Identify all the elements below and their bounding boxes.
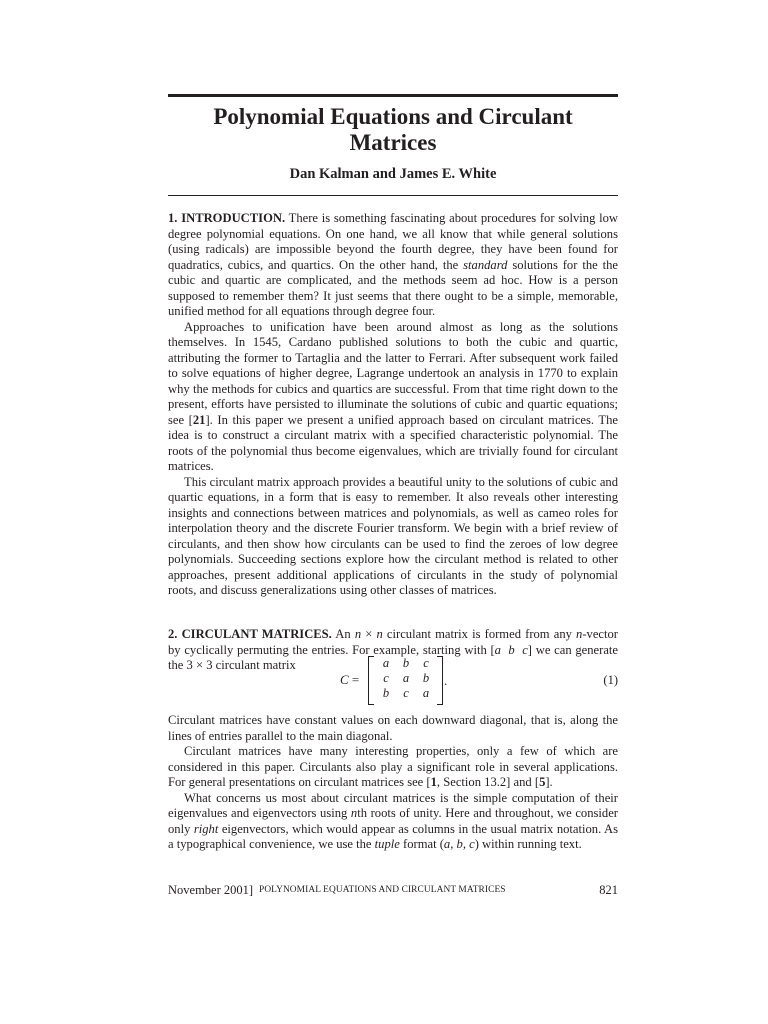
- right-bracket: [437, 656, 443, 705]
- citation: 21: [192, 412, 206, 427]
- left-bracket: [368, 656, 374, 705]
- running-head: POLYNOMIAL EQUATIONS AND CIRCULANT MATRICES: [259, 885, 506, 895]
- text-run: There is something fascinating about procedures for solving low degree polynomial equations. On one hand, we all know that while general solutions (using radicals) are impossible beyond the fourth degree, they have been found for quadratics, cubics, and quartics. On the other hand, the: [168, 211, 619, 272]
- math-var: n: [354, 627, 362, 641]
- intro-paragraph-3: This circulant matrix approach provides a beautiful unity to the solutions of cubic and quartic equations, in a form that is easy to remember. It also reveals other interesting insights and connections between matrices and polynomials, as well as cameo roles for interpolation theory and the discrete Fourier transform. We begin with a brief review of circulants, and then show how circulants can be used to find the zeroes of low degree polynomials. Succeeding sections explore how the circulant method is related to other approaches, present additional applications of circulants in the study of polynomial roots, and discuss generalizations using other classes of matrices.: [168, 474, 618, 597]
- text-run: ×: [361, 627, 377, 641]
- math-var: C: [340, 672, 349, 687]
- text-run: format (: [399, 837, 444, 851]
- text-run: ] we can generate the 3 × 3 circulant matrix: [168, 642, 618, 672]
- emphasis: right: [193, 821, 219, 836]
- section-circulant-body: [168, 713, 618, 853]
- matrix-entry: c: [403, 686, 409, 700]
- circulant-matrix: [376, 656, 436, 701]
- intro-paragraph-1: [168, 211, 618, 320]
- authors: Dan Kalman and James E. White: [289, 166, 497, 182]
- title-rule: [168, 195, 618, 196]
- equation-number: (1): [603, 673, 618, 687]
- text-run: Approaches to unification have been around almost as long as the solutions themselves. In 1545, Cardano published solutions to both the cubic and quartic, attributing the former to Tartaglia and the latter to Ferrari. After subsequent work failed to solve equations of higher degree, Lagrange undertook an analysis in 1770 to explain why the methods for cubics and quartics are successful. From that time right down to the present, efforts have persisted to illuminate the solutions of cubic and quartic equations; see [: [168, 319, 618, 427]
- text-run: ) within running text.: [474, 837, 582, 851]
- matrix-entry: a: [402, 671, 410, 685]
- text-run: An: [331, 627, 355, 641]
- circulant-paragraph-4: [168, 791, 618, 853]
- math-var: n: [350, 806, 358, 820]
- matrix-entry: a: [422, 686, 430, 700]
- matrix-entry: c: [383, 671, 389, 685]
- matrix-entry: b: [382, 686, 390, 700]
- equals-sign: =: [348, 672, 360, 687]
- emphasis: tuple: [374, 837, 400, 851]
- emphasis: standard: [463, 257, 508, 272]
- text-run: What concerns us most about circulant matrices is the simple computation of their eigenvalues and eigenvectors using: [168, 790, 618, 820]
- citation: 1: [430, 775, 437, 789]
- page-number: 821: [599, 883, 618, 897]
- intro-paragraph-2: [168, 320, 618, 475]
- circulant-paragraph-2: Circulant matrices have constant values on each downward diagonal, that is, along the lines of entries parallel to the main diagonal.: [168, 713, 618, 743]
- section-heading: 2. CIRCULANT MATRICES.: [168, 627, 332, 641]
- section-introduction: [168, 211, 618, 599]
- math-var: n: [376, 627, 383, 641]
- text-run: th roots of unity. Here and throughout, we consider only: [168, 806, 618, 836]
- matrix-entry: c: [423, 656, 429, 670]
- equation-lhs: [340, 672, 359, 688]
- text-run: circulant matrix is formed from any: [382, 627, 577, 641]
- citation: 5: [539, 775, 546, 789]
- text-run: ].: [545, 775, 553, 789]
- top-rule: [168, 94, 618, 97]
- equation-period: .: [444, 673, 448, 688]
- math-vector: a b c: [494, 642, 528, 657]
- text-run: solutions for the the cubic and quartic are complicated, and the methods seem ad hoc. How is a person supposed to remember them? It just seems that there ought to be a simple, memorable, unified method for all equations through degree four.: [168, 257, 618, 318]
- paper-title: Polynomial Equations and Circulant Matrices: [213, 104, 573, 155]
- text-run: Circulant matrices have many interesting properties, only a few of which are considered in this paper. Circulants also play a significant role in several applications. For general presentations on circulant matrices see [: [168, 744, 618, 789]
- section-heading: 1. INTRODUCTION.: [168, 211, 286, 225]
- circulant-paragraph-3: [168, 744, 618, 791]
- text-run: -vector by cyclically permuting the entries. For example, starting with [: [168, 627, 619, 657]
- matrix-entry: b: [402, 656, 410, 670]
- footer-date: November 2001]: [168, 883, 254, 897]
- equation-1: [168, 653, 618, 707]
- text-run: , Section 13.2] and [: [436, 775, 540, 789]
- text-run: eigenvectors, which would appear as columns in the usual matrix notation. As a typographical convenience, we use the: [168, 821, 618, 851]
- math-tuple: a, b, c: [443, 837, 475, 851]
- matrix-entry: b: [422, 671, 430, 685]
- text-run: ]. In this paper we present a unified approach based on circulant matrices. The idea is to construct a circulant matrix with a specified characteristic polynomial. The roots of the polynomial thus become eigenvalues, which are trivially found for circulant matrices.: [168, 412, 618, 473]
- matrix-entry: a: [382, 656, 390, 670]
- math-var: n: [576, 627, 583, 641]
